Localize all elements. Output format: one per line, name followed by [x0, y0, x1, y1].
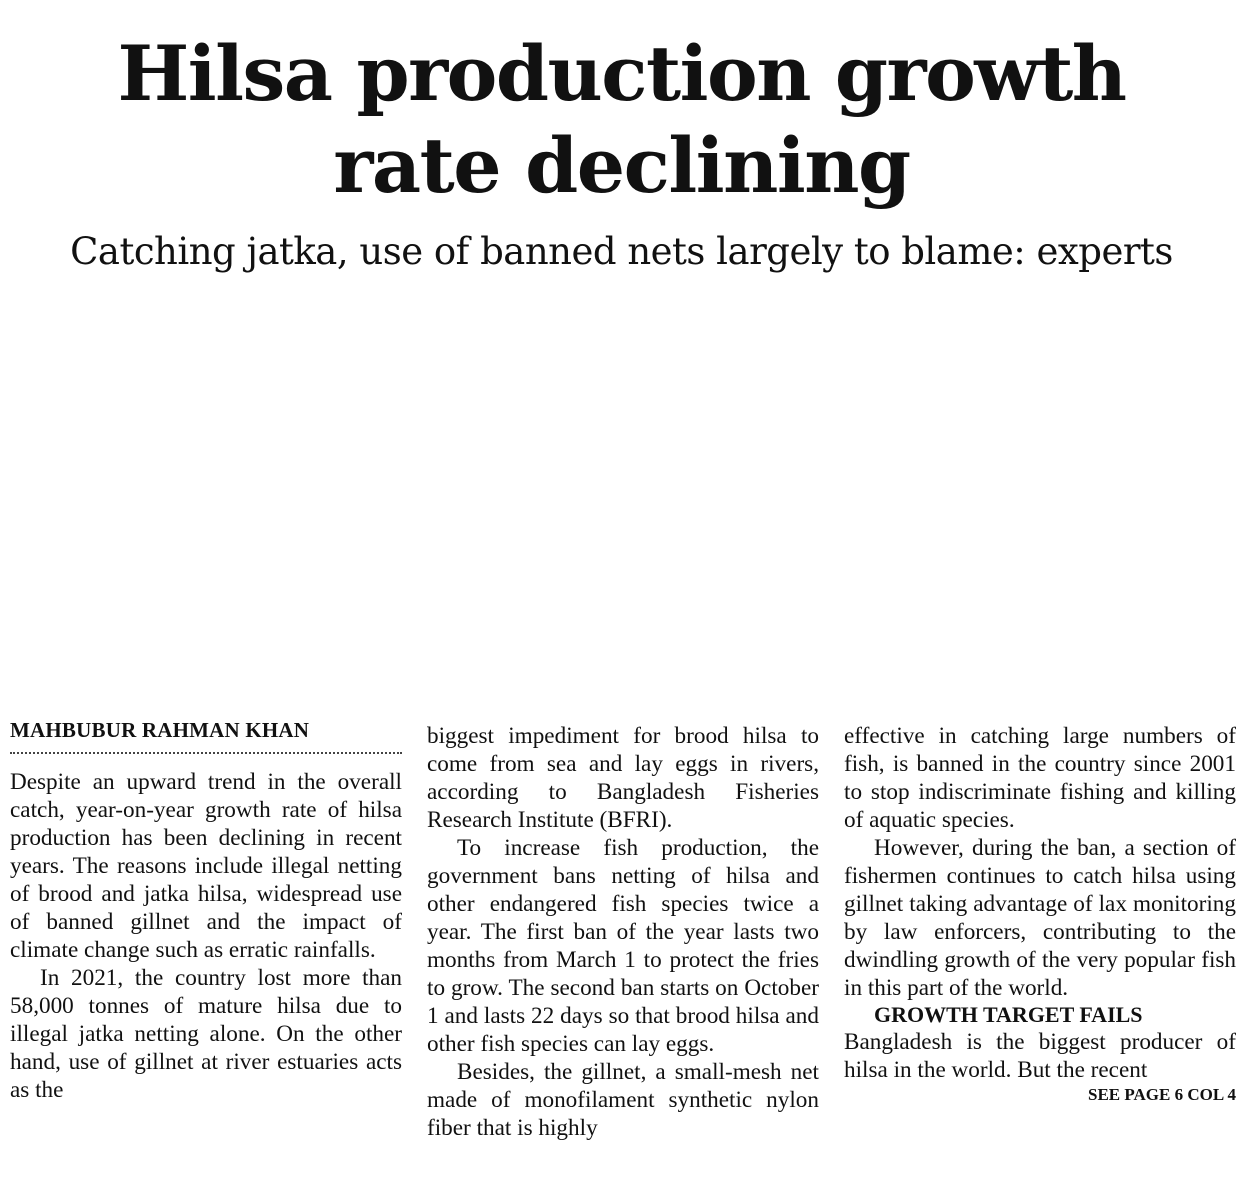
- paragraph: Bangladesh is the biggest producer of hilsa in the world. But the recent: [844, 1029, 1236, 1083]
- article-column-3: [844, 722, 1236, 1106]
- paragraph: To increase fish production, the government bans netting of hilsa and other endangered fish species twice a year. The first ban of the year lasts two months from March 1 to protect the fries to grow. The second ban starts on October 1 and lasts 22 days so that brood hilsa and other fish species can lay eggs.: [427, 835, 819, 1057]
- paragraph: Besides, the gillnet, a small-mesh net made of monofilament synthetic nylon fiber that is highly: [427, 1059, 819, 1141]
- paragraph: effective in catching large numbers of fish, is banned in the country since 2001 to stop indiscriminate fishing and killing of aquatic species.: [844, 723, 1236, 833]
- paragraph: Despite an upward trend in the overall catch, year-on-year growth rate of hilsa production has been declining in recent years. The reasons include illegal netting of brood and jatka hilsa, widespread use of banned gillnet and the impact of climate change such as erratic rainfalls.: [10, 769, 402, 963]
- article-column-1: [10, 718, 402, 1104]
- paragraph: biggest impediment for brood hilsa to come from sea and lay eggs in rivers, according to Bangladesh Fisheries Research Institute (BFRI).: [427, 723, 819, 833]
- continued-jump-line[interactable]: SEE PAGE 6 COL 4: [1088, 1085, 1236, 1104]
- paragraph: In 2021, the country lost more than 58,000 tonnes of mature hilsa due to illegal jatka netting alone. On the other hand, use of gillnet at river estuaries acts as the: [10, 965, 402, 1103]
- blank-photo-area: [0, 290, 1243, 700]
- headline: [0, 28, 1243, 212]
- headline-line-1: Hilsa production growth: [117, 29, 1126, 118]
- subheadline: Catching jatka, use of banned nets largely to blame: experts: [70, 230, 1173, 273]
- article-column-2: [427, 722, 819, 1142]
- byline: MAHBUBUR RAHMAN KHAN: [10, 718, 402, 754]
- crosshead: GROWTH TARGET FAILS: [874, 1002, 1143, 1027]
- paragraph: However, during the ban, a section of fishermen continues to catch hilsa using gillnet taking advantage of lax monitoring by law enforcers, contributing to the dwindling growth of the very popular fish in this part of the world.: [844, 835, 1236, 1001]
- headline-line-2: rate declining: [333, 121, 910, 210]
